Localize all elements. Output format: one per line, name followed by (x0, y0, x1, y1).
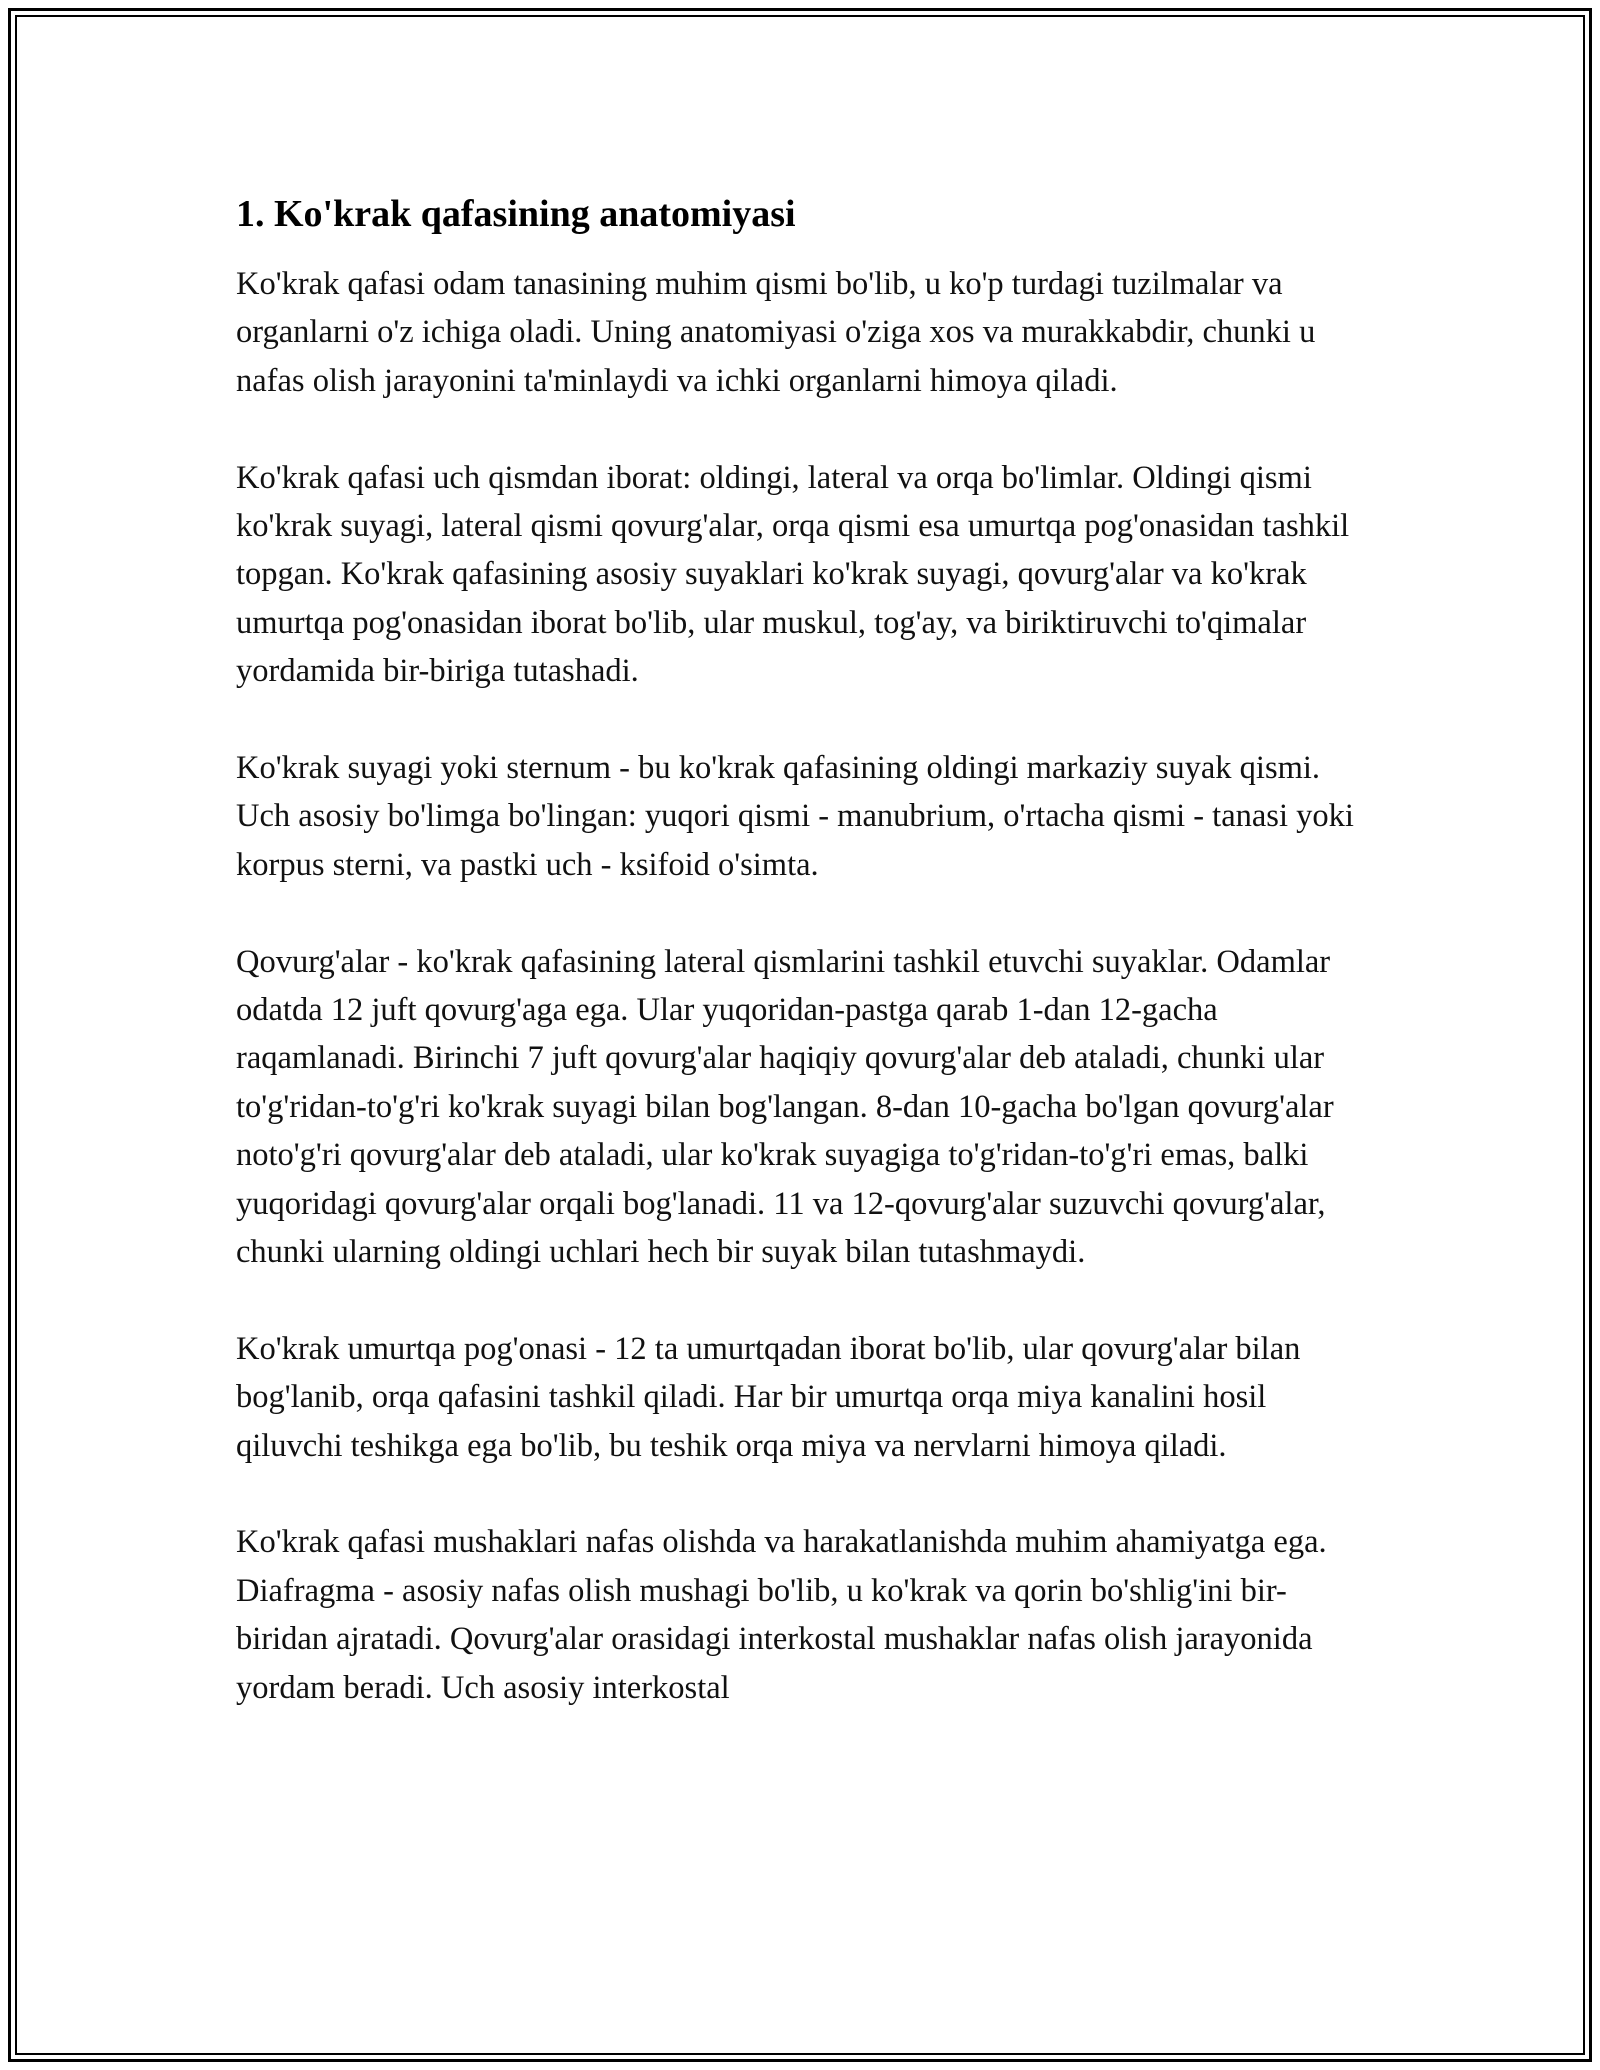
paragraph-ribs: Qovurg'alar - ko'krak qafasining lateral qismlarini tashkil etuvchi suyaklar. Odamlar odatda 12 juft qovurg'aga ega. Ular yuqoridan-pastga qarab 1-dan 12-gacha raqamlanadi. Birinchi 7 juft qovurg'alar haqiqiy qovurg'alar deb ataladi, chunki ular to'g'ridan-to'g'ri ko'krak suyagi bilan bog'langan. 8-dan 10-gacha bo'lgan qovurg'alar noto'g'ri qovurg'alar deb ataladi, ular ko'krak suyagiga to'g'ridan-to'g'ri emas, balki yuqoridagi qovurg'alar orqali bog'lanadi. 11 va 12-qovurg'alar suzuvchi qovurg'alar, chunki ularning oldingi uchlari hech bir suyak bilan tutashmaydi. (236, 943, 1334, 1271)
paragraph-intro: Ko'krak qafasi odam tanasining muhim qismi bo'lib, u ko'p turdagi tuzilmalar va organlarni o'z ichiga oladi. Uning anatomiyasi o'ziga xos va murakkabdir, chunki u nafas olish jarayonini ta'minlaydi va ichki organlarni himoya qiladi. (236, 266, 1316, 399)
paragraph-muscles: Ko'krak qafasi mushaklari nafas olishda va harakatlanishda muhim ahamiyatga ega. Diafragma - asosiy nafas olish mushagi bo'lib, u ko'krak va qorin bo'shlig'ini bir-biridan ajratadi. Qovurg'alar orasidagi interkostal mushaklar nafas olish jarayonida yordam beradi. Uch asosiy interkostal (236, 1524, 1327, 1706)
paragraph-thoracic-spine: Ko'krak umurtqa pog'onasi - 12 ta umurtqadan iborat bo'lib, ular qovurg'alar bilan bog'lanib, orqa qafasini tashkil qiladi. Har bir umurtqa orqa miya kanalini hosil qiluvchi teshikga ega bo'lib, bu teshik orqa miya va nervlarni himoya qiladi. (236, 1330, 1301, 1464)
paragraph-sternum: Ko'krak suyagi yoki sternum - bu ko'krak qafasining oldingi markaziy suyak qismi. Uch asosiy bo'limga bo'lingan: yuqori qismi - manubrium, o'rtacha qismi - tanasi yoki korpus sterni, va pastki uch - ksifoid o'simta. (236, 750, 1354, 883)
document-body (236, 186, 1376, 1761)
paragraph-structure: Ko'krak qafasi uch qismdan iborat: oldingi, lateral va orqa bo'limlar. Oldingi qismi ko'krak suyagi, lateral qismi qovurg'alar, orqa qismi esa umurtqa pog'onasidan tashkil topgan. Ko'krak qafasining asosiy suyaklari ko'krak suyagi, qovurg'alar va ko'krak umurtqa pog'onasidan iborat bo'lib, ular muskul, tog'ay, va biriktiruvchi to'qimalar yordamida bir-biriga tutashadi. (236, 459, 1350, 690)
section-heading: 1. Ko'krak qafasining anatomiyasi (236, 193, 796, 235)
